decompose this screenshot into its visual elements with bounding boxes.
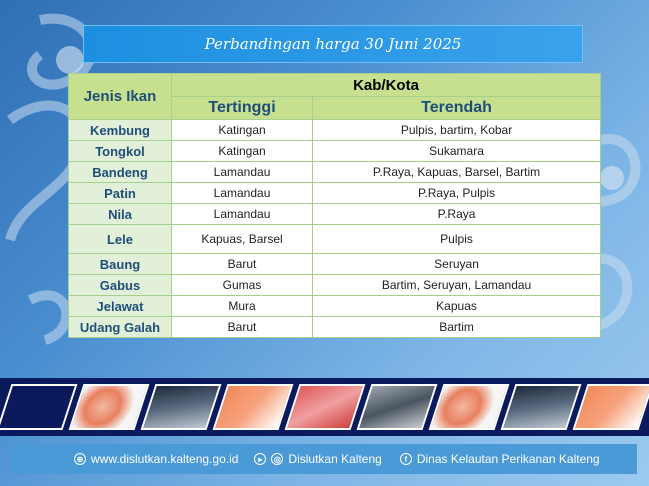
terendah-cell: Kapuas xyxy=(313,296,601,317)
column-header-jenis: Jenis Ikan xyxy=(69,74,172,120)
footer-bar xyxy=(12,444,637,474)
terendah-cell: Pulpis, bartim, Kobar xyxy=(313,120,601,141)
tertinggi-cell: Barut xyxy=(172,317,313,338)
table-row xyxy=(69,254,601,275)
tertinggi-cell: Lamandau xyxy=(172,183,313,204)
column-header-tertinggi: Tertinggi xyxy=(172,97,313,120)
facebook-text: Dinas Kelautan Perikanan Kalteng xyxy=(416,452,600,466)
seafood-photo-strip xyxy=(0,378,649,436)
fish-name: Jelawat xyxy=(69,296,172,317)
fish-name: Gabus xyxy=(69,275,172,296)
facebook-icon: f xyxy=(400,453,412,465)
table-row xyxy=(69,275,601,296)
terendah-cell: Bartim, Seruyan, Lamandau xyxy=(313,275,601,296)
tertinggi-cell: Gumas xyxy=(172,275,313,296)
fish-name: Kembung xyxy=(69,120,172,141)
youtube-icon: ▸ xyxy=(254,453,266,465)
instagram-icon: ◎ xyxy=(271,453,283,465)
facebook-link[interactable] xyxy=(400,452,600,466)
fish-photo xyxy=(285,384,366,430)
column-header-kab-kota: Kab/Kota xyxy=(172,74,601,97)
fish-photo xyxy=(357,384,438,430)
tertinggi-cell: Lamandau xyxy=(172,204,313,225)
fish-name: Baung xyxy=(69,254,172,275)
terendah-cell: Seruyan xyxy=(313,254,601,275)
shrimp-photo xyxy=(429,384,510,430)
terendah-cell: Pulpis xyxy=(313,225,601,254)
fish-photo xyxy=(501,384,582,430)
tertinggi-cell: Barut xyxy=(172,254,313,275)
tertinggi-cell: Kapuas, Barsel xyxy=(172,225,313,254)
salmon-photo xyxy=(573,384,649,430)
column-header-terendah: Terendah xyxy=(313,97,601,120)
page-title-text: Perbandingan harga 30 Juni 2025 xyxy=(204,35,462,53)
shrimp-photo xyxy=(69,384,150,430)
tertinggi-cell: Katingan xyxy=(172,141,313,162)
salmon-photo xyxy=(213,384,294,430)
fish-name: Nila xyxy=(69,204,172,225)
table-row xyxy=(69,183,601,204)
fish-name: Udang Galah xyxy=(69,317,172,338)
terendah-cell: P.Raya, Kapuas, Barsel, Bartim xyxy=(313,162,601,183)
fish-photo xyxy=(141,384,222,430)
social-link[interactable] xyxy=(254,452,381,466)
terendah-cell: Bartim xyxy=(313,317,601,338)
tertinggi-cell: Lamandau xyxy=(172,162,313,183)
website-link[interactable] xyxy=(74,452,238,466)
table-row xyxy=(69,120,601,141)
terendah-cell: P.Raya, Pulpis xyxy=(313,183,601,204)
table-row xyxy=(69,141,601,162)
terendah-cell: P.Raya xyxy=(313,204,601,225)
table-row xyxy=(69,204,601,225)
website-text: www.dislutkan.kalteng.go.id xyxy=(91,452,239,466)
social-text: Dislutkan Kalteng xyxy=(288,452,382,466)
price-comparison-table xyxy=(68,73,601,338)
table-row xyxy=(69,317,601,338)
table-row xyxy=(69,162,601,183)
terendah-cell: Sukamara xyxy=(313,141,601,162)
fish-name: Lele xyxy=(69,225,172,254)
globe-icon: ⊕ xyxy=(74,453,86,465)
fish-name: Tongkol xyxy=(69,141,172,162)
fish-name: Bandeng xyxy=(69,162,172,183)
table-row xyxy=(69,296,601,317)
page-title xyxy=(83,25,583,63)
tertinggi-cell: Mura xyxy=(172,296,313,317)
table-row xyxy=(69,225,601,254)
fish-name: Patin xyxy=(69,183,172,204)
tertinggi-cell: Katingan xyxy=(172,120,313,141)
fish-photo xyxy=(0,384,77,430)
